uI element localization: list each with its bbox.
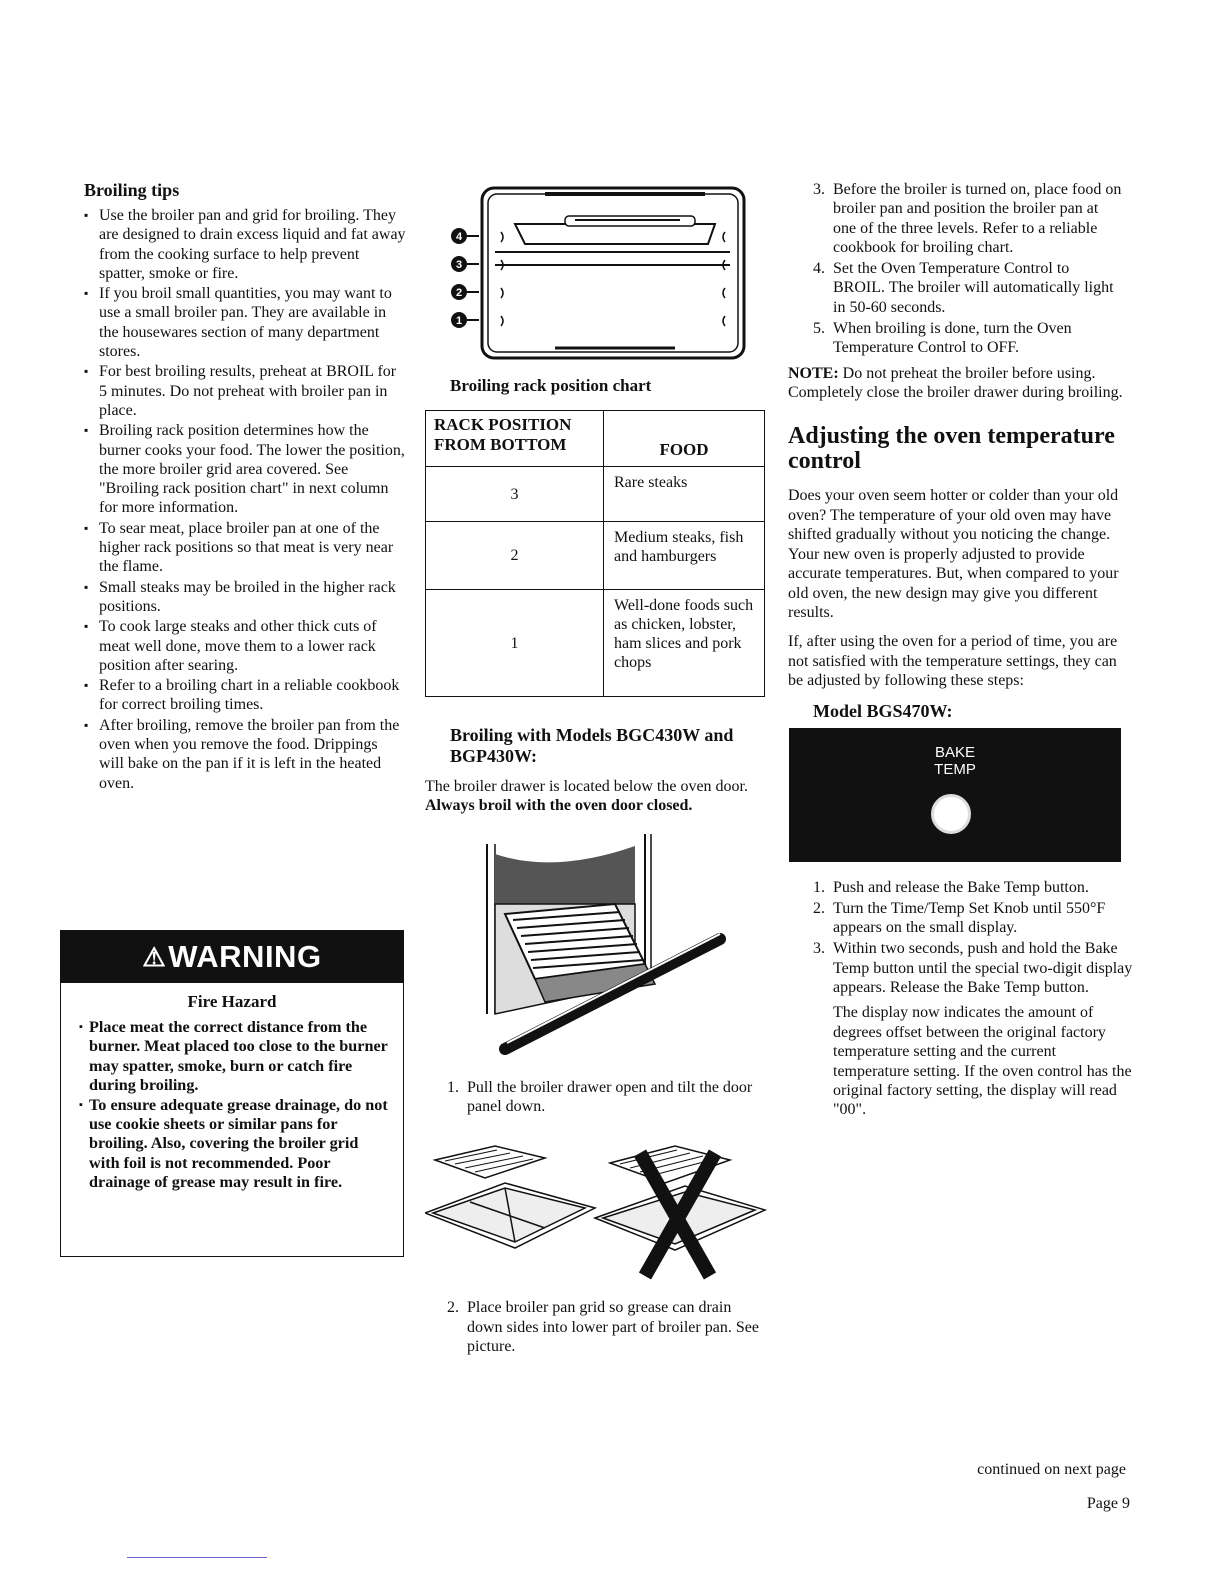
- intro-bold-text: Always broil with the oven door closed.: [425, 797, 693, 815]
- table-header-row: [426, 411, 765, 467]
- warning-item: ▪ To ensure adequate grease drainage, do not use cookie sheets or similar pans for broiling. Also, covering the broiler grid with foil is not recommended. Poor drainage of grease may result in fire.: [85, 1096, 389, 1193]
- step-text: Turn the Time/Temp Set Knob until 550°F appears on the small display.: [833, 899, 1106, 937]
- tip-item: ▪ For best broiling results, preheat at BROIL for 5 minutes. Do not preheat with broiler pan in place.: [84, 362, 406, 420]
- control-panel-display: [789, 728, 1121, 862]
- step-text: Set the Oven Temperature Control to BROIL. The broiler will automatically light in 50-60 seconds.: [833, 260, 1114, 316]
- food-cell: Well-done foods such as chicken, lobster, ham slices and pork chops: [604, 590, 765, 697]
- tip-item: ▪ Use the broiler pan and grid for broiling. They are designed to drain excess liquid and fat away from the cooking surface to help prevent spatter, smoke or fire.: [84, 206, 406, 283]
- broiler-drawer-illustration: [465, 834, 745, 1064]
- tip-item: ▪ To sear meat, place broiler pan at one of the higher rack positions so that meat is very near the flame.: [84, 519, 406, 577]
- warning-box: [60, 930, 404, 1257]
- continued-note: continued on next page: [977, 1461, 1126, 1478]
- step-item: [813, 899, 1133, 938]
- rack-position-cell: 2: [426, 522, 604, 590]
- bake-temp-button[interactable]: [931, 794, 971, 834]
- model-heading: Model BGS470W:: [813, 700, 953, 721]
- warning-label: WARNING: [168, 939, 322, 974]
- step-item: [813, 939, 1133, 997]
- step-text: Place broiler pan grid so grease can drain down sides into lower part of broiler pan. See picture.: [467, 1299, 759, 1355]
- warning-list: [85, 1018, 389, 1193]
- step-text: When broiling is done, turn the Oven Temperature Control to OFF.: [833, 320, 1072, 357]
- display-line-1: BAKE: [934, 743, 976, 761]
- tip-item: ▪ To cook large steaks and other thick cuts of meat well done, move them to a lower rack position after searing.: [84, 617, 406, 675]
- note-text: Do not preheat the broiler before using. Completely close the broiler drawer during broiling.: [788, 364, 1123, 402]
- adjusting-paragraph-1: Does your oven seem hotter or colder than your old oven? The temperature of your old oven may have shifted gradually without you noticing the change. Your new oven is properly adjusted to provide accurate temperatures. But, when compared to your old oven, the new design may give you different results.: [788, 487, 1119, 621]
- header-food: FOOD: [604, 411, 765, 467]
- step-number: 5.: [813, 320, 825, 338]
- rack-marker-label: 4: [455, 231, 463, 243]
- food-cell: Medium steaks, fish and hamburgers: [604, 522, 765, 590]
- step-number: 2.: [813, 899, 825, 917]
- broiling-tips-heading: Broiling tips: [84, 180, 180, 200]
- rack-marker-label: 2: [455, 287, 463, 299]
- rack-marker-label: 1: [455, 315, 463, 327]
- intro-text: The broiler drawer is located below the oven door.: [425, 778, 748, 795]
- adjusting-section: [788, 180, 1133, 1120]
- tip-item: ▪ If you broil small quantities, you may want to use a small broiler pan. They are available in the housewares section of many department stores.: [84, 284, 406, 361]
- rack-position-cell: 1: [426, 590, 604, 697]
- table-row: [426, 590, 765, 697]
- header-position: RACK POSITION FROM BOTTOM: [426, 411, 604, 467]
- adjusting-heading: Adjusting the oven temperature control: [788, 423, 1115, 475]
- broiling-steps-list: [447, 1078, 767, 1117]
- note-label: NOTE:: [788, 364, 839, 382]
- step-text: Within two seconds, push and hold the Bake Temp button until the special two-digit display appears. Release the Bake Temp button.: [833, 940, 1133, 997]
- table-row: [426, 467, 765, 522]
- warning-title: Fire Hazard: [187, 992, 277, 1011]
- broiler-pan-grid-illustration: [425, 1138, 770, 1288]
- rack-position-table: [425, 410, 765, 697]
- step-item: [447, 1078, 767, 1117]
- display-line-2: TEMP: [934, 760, 976, 778]
- step-item: [813, 180, 1123, 257]
- rack-marker-label: 3: [455, 259, 463, 271]
- step-item: [813, 319, 1123, 358]
- step-number: 1.: [447, 1078, 459, 1096]
- step-item: [813, 259, 1123, 317]
- food-cell: Rare steaks: [604, 467, 765, 522]
- page-number: Page 9: [1086, 1495, 1130, 1512]
- step-number: 3.: [813, 940, 825, 958]
- step-text: Before the broiler is turned on, place food on broiler pan and position the broiler pan at one of the three levels. Refer to a reliable cookbook for broiling chart.: [833, 181, 1122, 256]
- rack-chart-caption: Broiling rack position chart: [450, 376, 652, 395]
- rack-position-markers: [451, 228, 479, 328]
- warning-triangle-icon: ⚠: [142, 942, 167, 972]
- tip-item: ▪ Refer to a broiling chart in a reliable cookbook for correct broiling times.: [84, 676, 406, 715]
- rack-position-cell: 3: [426, 467, 604, 522]
- broiling-steps-list-2: [447, 1298, 767, 1356]
- adjusting-paragraph-2: If, after using the oven for a period of time, you are not satisfied with the temperature settings, they can be adjusted by following these steps:: [788, 633, 1118, 690]
- note-paragraph: [788, 364, 1133, 403]
- broiling-tips-list: [84, 206, 406, 793]
- table-row: [426, 522, 765, 590]
- rack-chart-section: [425, 180, 770, 1358]
- step-item: [447, 1298, 767, 1356]
- oven-rack-illustration: [425, 180, 770, 370]
- step-number: 4.: [813, 260, 825, 278]
- step-item: [813, 878, 1133, 897]
- bake-temp-button-label: [789, 744, 1121, 778]
- broiling-models-heading: Broiling with Models BGC430W and BGP430W:: [450, 725, 734, 766]
- tip-item: ▪ Small steaks may be broiled in the higher rack positions.: [84, 578, 406, 617]
- broiling-steps-cont-list: [813, 180, 1123, 358]
- step-number: 2.: [447, 1299, 459, 1317]
- broiling-models-intro: [425, 777, 760, 816]
- broiling-tips-section: [84, 180, 406, 794]
- footer-rule: [127, 1557, 267, 1558]
- step-number: 1.: [813, 878, 825, 896]
- warning-bar: [61, 931, 403, 983]
- step-3-detail: The display now indicates the amount of degrees offset between the original factory temperature setting and the current temperature setting. If the oven control has the original factory setting, the display will read "00".: [833, 1004, 1132, 1119]
- adjusting-steps-list: [813, 878, 1133, 998]
- step-text: Pull the broiler drawer open and tilt the door panel down.: [467, 1078, 753, 1116]
- tip-item: ▪ Broiling rack position determines how the burner cooks your food. The lower the position, the more broiler grid area covered. See "Broiling rack position chart" in next column for more information.: [84, 421, 406, 517]
- step-text: Push and release the Bake Temp button.: [833, 878, 1089, 896]
- warning-item: ▪ Place meat the correct distance from the burner. Meat placed too close to the burner may spatter, smoke, burn or catch fire during broiling.: [85, 1018, 389, 1096]
- tip-item: ▪ After broiling, remove the broiler pan from the oven when you remove the food. Drippings will bake on the pan if it is left in the heated oven.: [84, 716, 406, 793]
- step-number: 3.: [813, 181, 825, 198]
